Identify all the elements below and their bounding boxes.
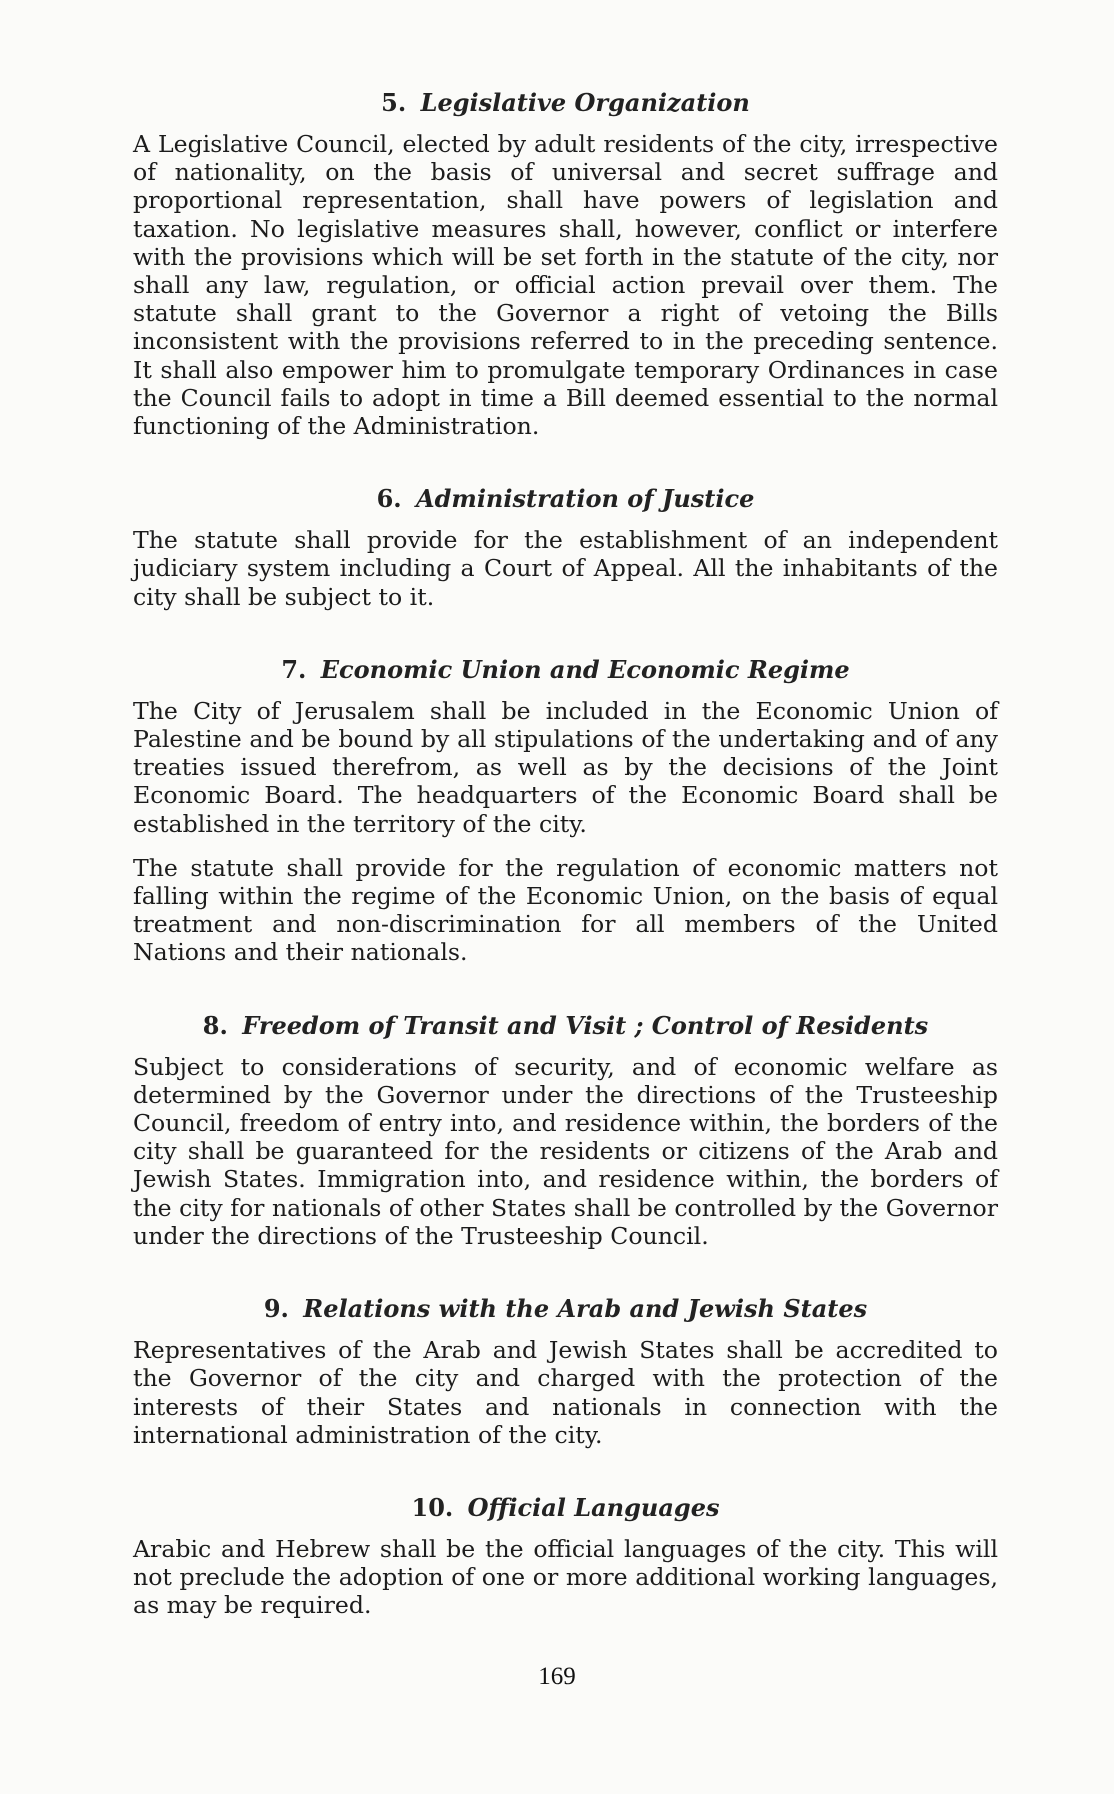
section-economic-union bbox=[133, 655, 998, 967]
section-legislative-organization bbox=[133, 88, 998, 440]
section-number: 7. bbox=[281, 654, 307, 684]
section-title: Relations with the Arab and Jewish States bbox=[303, 1294, 868, 1324]
section-heading bbox=[133, 1294, 998, 1324]
section-title: Administration of Justice bbox=[416, 484, 755, 514]
section-title: Official Languages bbox=[467, 1492, 720, 1522]
paragraph: Subject to considerations of security, and of economic welfare as determined by the Governor under the directions of the Trusteeship Council, freedom of entry into, and residence within, the borders of the city shall be guaranteed for the residents or citizens of the Arab and Jewish States. Immigration into, and residence within, the borders of the city for nationals of other States shall be controlled by the Governor under the directions of the Trusteeship Council. bbox=[133, 1052, 998, 1250]
paragraph: Representatives of the Arab and Jewish States shall be accredited to the Governor of the city and charged with the protection of the interests of their States and nationals in connection with the international administration of the city. bbox=[133, 1336, 998, 1449]
section-number: 10. bbox=[411, 1492, 454, 1522]
paragraph: Arabic and Hebrew shall be the official languages of the city. This will not preclude the adoption of one or more additional working languages, as may be required. bbox=[133, 1534, 998, 1620]
section-heading bbox=[133, 484, 998, 514]
section-heading bbox=[133, 655, 998, 685]
page-number: 169 bbox=[538, 1663, 576, 1690]
section-heading bbox=[133, 1493, 998, 1523]
section-heading bbox=[133, 1011, 998, 1041]
section-official-languages bbox=[133, 1493, 998, 1620]
paragraph: A Legislative Council, elected by adult residents of the city, irrespective of nationality, on the basis of universal and secret suffrage and proportional representation, shall have powers of legislation and taxation. No legislative measures shall, however, conflict or interfere with the provisions which will be set forth in the statute of the city, nor shall any law, regulation, or official action prevail over them. The statute shall grant to the Governor a right of vetoing the Bills inconsistent with the provisions referred to in the preceding sentence. It shall also empower him to promulgate temporary Ordinances in case the Council fails to adopt in time a Bill deemed essential to the normal functioning of the Administration. bbox=[133, 130, 998, 441]
section-freedom-of-transit bbox=[133, 1011, 998, 1250]
paragraph: The statute shall provide for the establishment of an independent judiciary system including a Court of Appeal. All the inhabitants of the city shall be subject to it. bbox=[133, 526, 998, 611]
paragraph: The statute shall provide for the regulation of economic matters not falling within the regime of the Economic Union, on the basis of equal treatment and non-discrimination for all members of the United Nations and their nationals. bbox=[133, 853, 998, 967]
page-content bbox=[133, 88, 998, 1660]
section-number: 6. bbox=[376, 484, 402, 514]
section-title: Economic Union and Economic Regime bbox=[320, 654, 850, 684]
paragraph: The City of Jerusalem shall be included in the Economic Union of Palestine and be bound by all stipulations of the undertaking and of any treaties issued therefrom, as well as by the decisions of the Joint Economic Board. The headquarters of the Economic Board shall be established in the territory of the city. bbox=[133, 696, 998, 838]
section-number: 9. bbox=[263, 1294, 289, 1324]
section-administration-of-justice bbox=[133, 484, 998, 611]
section-title: Freedom of Transit and Visit ; Control of Residents bbox=[242, 1010, 929, 1040]
section-number: 8. bbox=[202, 1010, 228, 1040]
section-heading bbox=[133, 88, 998, 118]
section-title: Legislative Organization bbox=[420, 88, 750, 117]
section-number: 5. bbox=[381, 88, 407, 117]
section-relations-with-states bbox=[133, 1294, 998, 1449]
